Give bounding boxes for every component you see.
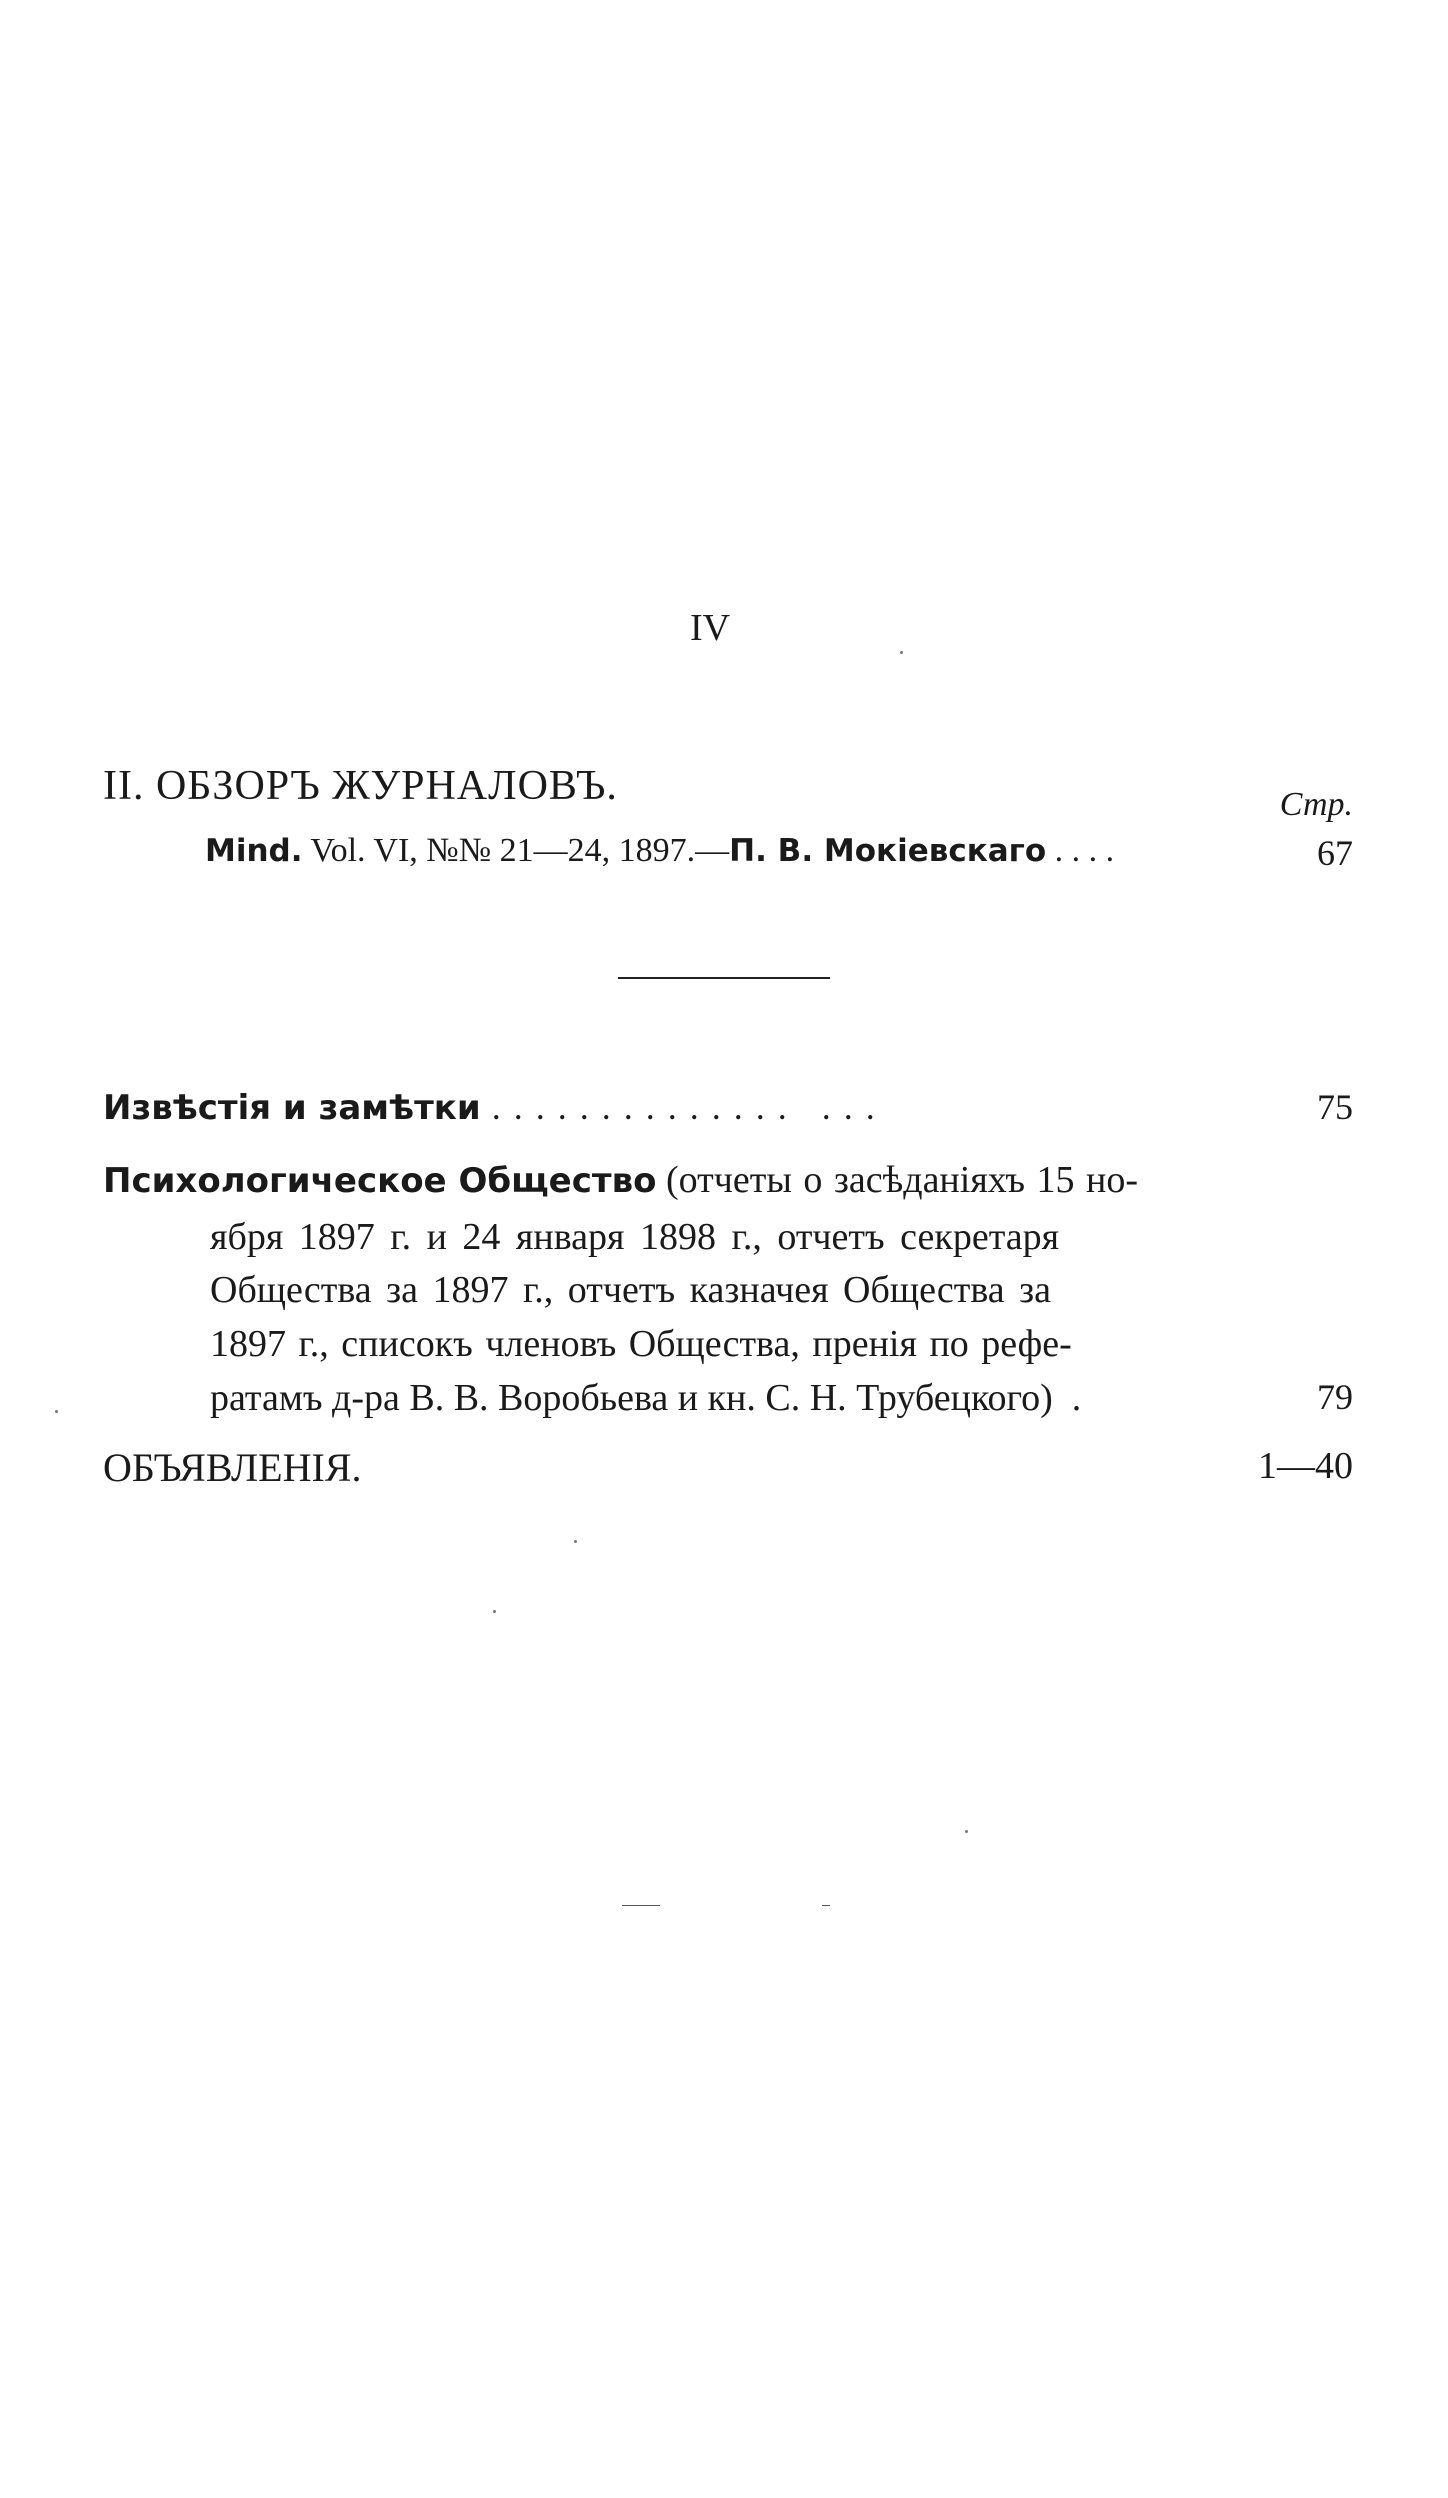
toc-entry-society-line-2: ября 1897 г. и 24 января 1898 г., отчетъ секретаря xyxy=(210,1216,1060,1258)
toc-entry-announcements: ОБЪЯВЛЕНIЯ. xyxy=(103,1445,362,1490)
entry-text-line: (отчеты о засѣданiяхъ 15 но- xyxy=(665,1159,1138,1201)
toc-entry-society-line-1 xyxy=(103,1158,1138,1202)
page-column-label: Стр. xyxy=(1279,786,1353,823)
page-number: IV xyxy=(689,607,731,649)
bottom-mark xyxy=(822,1905,830,1906)
entry-page: 67 xyxy=(1317,833,1353,873)
section-divider xyxy=(618,977,830,979)
entry-leader: . . . . xyxy=(1046,832,1115,869)
toc-entry-mind xyxy=(205,832,1114,870)
entry-page: 79 xyxy=(1317,1377,1353,1417)
scan-speck xyxy=(574,1540,577,1543)
entry-title: Mind. xyxy=(205,833,303,869)
entry-title: Психологическое Общество xyxy=(103,1161,657,1201)
bottom-mark xyxy=(622,1905,660,1906)
section-heading: II. ОБЗОРЪ ЖУРНАЛОВЪ. xyxy=(103,763,618,809)
scan-speck xyxy=(900,651,903,654)
entry-author: П. В. Мокiевскаго xyxy=(729,833,1047,869)
scan-speck xyxy=(965,1830,968,1833)
entry-title: Извѣстiя и замѣтки xyxy=(103,1088,481,1128)
scan-speck xyxy=(55,1410,58,1413)
entry-leader: . . . . . . . . . . . . . . . . . xyxy=(480,1087,877,1127)
toc-entry-news xyxy=(103,1086,877,1128)
toc-entry-society-line-4: 1897 г., списокъ членовъ Общества, пренiя по рефе- xyxy=(210,1323,1072,1365)
entry-page: 75 xyxy=(1317,1087,1353,1127)
toc-entry-society-line-5: ратамъ д-ра В. В. Воробьева и кн. С. Н. Трубецкого) . xyxy=(210,1377,1082,1419)
scan-speck xyxy=(493,1610,496,1613)
entry-page: 1—40 xyxy=(1258,1445,1353,1487)
toc-entry-society-line-3: Общества за 1897 г., отчетъ казначея Общества за xyxy=(210,1269,1052,1311)
entry-text: Vol. VI, №№ 21—24, 1897.— xyxy=(302,832,730,869)
